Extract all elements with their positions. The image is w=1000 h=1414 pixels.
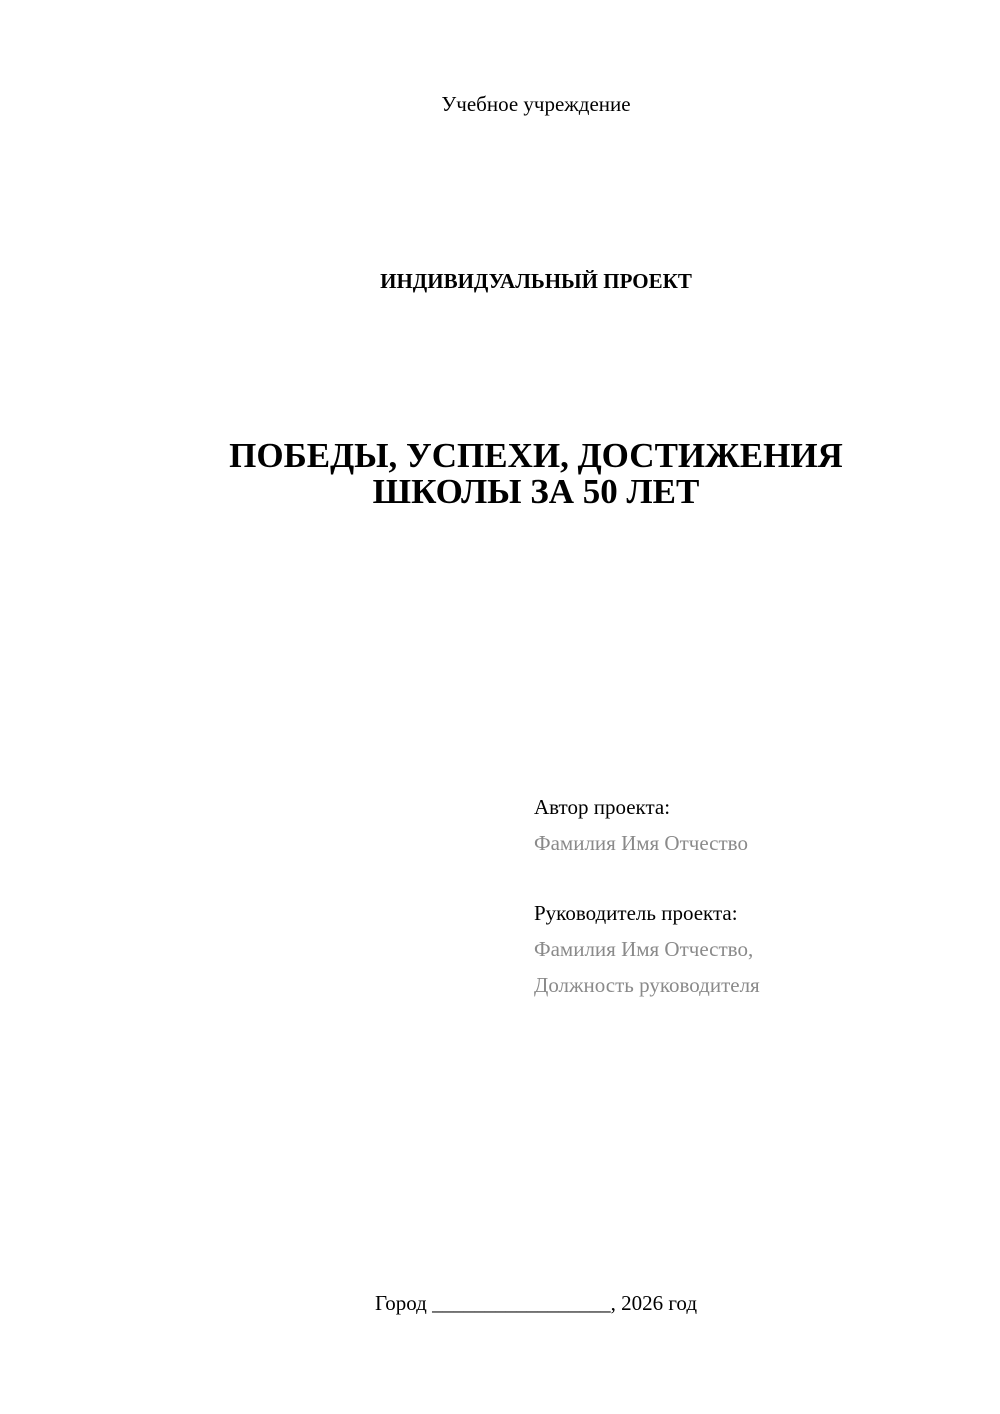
supervisor-position: Должность руководителя (534, 973, 760, 997)
author-name: Фамилия Имя Отчество (534, 831, 748, 855)
credits-spacer (534, 861, 760, 895)
institution-name: Учебное учреждение (441, 92, 631, 116)
project-type-heading: ИНДИВИДУАЛЬНЫЙ ПРОЕКТ (380, 269, 692, 293)
credits-block (534, 789, 760, 1003)
project-title-line-1: ПОБЕДЫ, УСПЕХИ, ДОСТИЖЕНИЯ (229, 436, 843, 475)
supervisor-label: Руководитель проекта: (534, 901, 738, 925)
city-year-line: Город _________________, 2026 год (374, 1291, 698, 1315)
author-label: Автор проекта: (534, 795, 671, 819)
project-title-line-2: ШКОЛЫ ЗА 50 ЛЕТ (372, 472, 700, 511)
supervisor-name: Фамилия Имя Отчество, (534, 937, 754, 961)
project-title (0, 438, 1000, 510)
